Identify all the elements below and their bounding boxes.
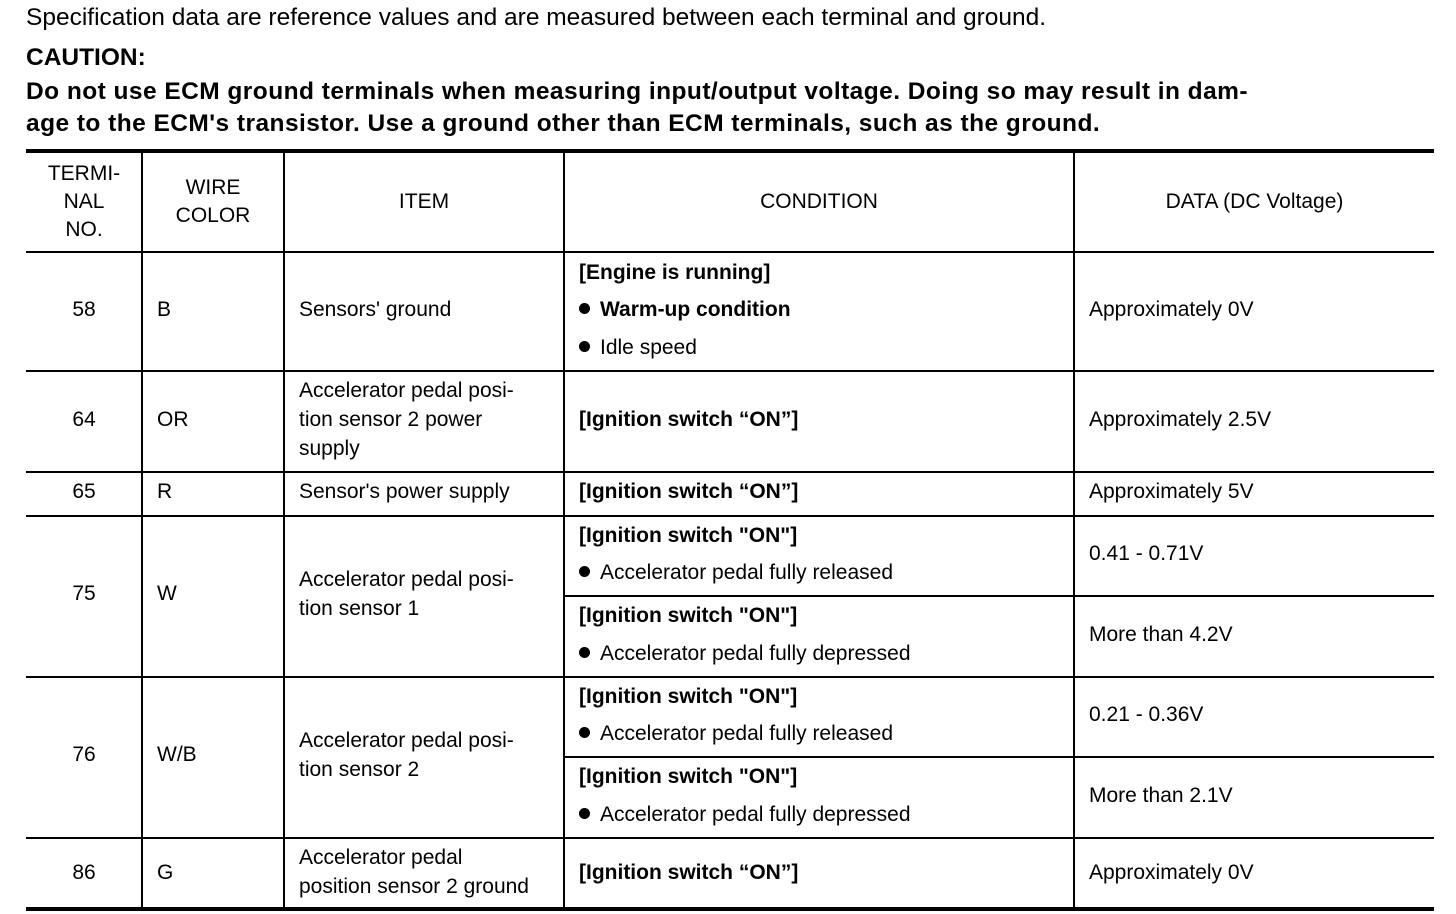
condition-head: [Ignition switch "ON"] [579,765,798,788]
sub-row-divider [565,756,1434,758]
condition-head: [Ignition switch "ON"] [579,524,798,547]
condition-head: [Ignition switch “ON”] [579,480,799,503]
intro-text: Specification data are reference values and are measured between each terminal and ground. [26,4,1047,31]
terminal-data-table [26,149,1434,911]
condition-bullet: Accelerator pedal fully depressed [579,639,911,668]
wire-color: W [157,582,177,605]
condition-head: [Ignition switch "ON"] [579,604,798,627]
condition-bullet: Accelerator pedal fully released [579,719,893,748]
header-item: ITEM [398,190,450,213]
row-divider [26,837,1434,839]
sub-row-divider [565,595,1434,597]
condition-head: [Ignition switch "ON"] [579,685,798,708]
condition-bullet: Warm-up condition [579,295,791,324]
terminal-no: 64 [72,408,96,431]
data-value: Approximately 5V [1089,480,1254,503]
column-divider [563,153,565,907]
condition-bullet: Accelerator pedal fully released [579,558,893,587]
caution-line-2: age to the ECM's transistor. Use a ground other than ECM terminals, such as the ground. [26,110,1101,137]
terminal-no: 65 [72,480,96,503]
terminal-no: 58 [72,298,96,321]
item-text: Sensor's power supply [299,480,510,503]
condition-bullet: Idle speed [579,333,697,362]
wire-color: B [157,298,172,321]
condition-head: [Ignition switch “ON”] [579,861,799,884]
data-value: 0.21 - 0.36V [1089,703,1204,726]
column-divider [1073,153,1075,907]
wire-color: OR [157,408,189,431]
header-divider [26,251,1434,253]
wire-color: R [157,480,173,503]
caution-title: CAUTION: [26,44,146,71]
column-divider [283,153,285,907]
caution-text [26,76,1446,140]
item-text: Accelerator pedal posi- tion sensor 1 [299,568,514,620]
item-text: Accelerator pedal posi- tion sensor 2 power supply [299,379,514,460]
wire-color: G [157,861,174,884]
condition-head: [Engine is running] [579,261,771,284]
data-value: Approximately 0V [1089,861,1254,884]
terminal-no: 76 [72,743,96,766]
row-divider [26,515,1434,517]
row-divider [26,370,1434,372]
item-text: Accelerator pedal posi- tion sensor 2 [299,729,514,781]
data-value: 0.41 - 0.71V [1089,542,1204,565]
header-data: DATA (DC Voltage) [1165,190,1344,213]
row-divider [26,471,1434,473]
item-text: Accelerator pedal position sensor 2 ground [299,846,529,898]
header-condition: CONDITION [760,190,878,213]
item-text: Sensors' ground [299,298,452,321]
header-wire-color: WIRE COLOR [175,176,251,227]
header-terminal-no: TERMI- NAL NO. [47,162,121,241]
data-value: More than 4.2V [1089,623,1233,646]
row-divider [26,676,1434,678]
terminal-no: 86 [72,861,96,884]
data-value: More than 2.1V [1089,784,1233,807]
column-divider [141,153,143,907]
condition-bullet: Accelerator pedal fully depressed [579,800,911,829]
wire-color: W/B [157,743,197,766]
data-value: Approximately 2.5V [1089,408,1272,431]
terminal-no: 75 [72,582,96,605]
caution-line-1: Do not use ECM ground terminals when measuring input/output voltage. Doing so may result in dam- [26,78,1248,105]
condition-head: [Ignition switch “ON”] [579,408,799,431]
data-value: Approximately 0V [1089,298,1254,321]
